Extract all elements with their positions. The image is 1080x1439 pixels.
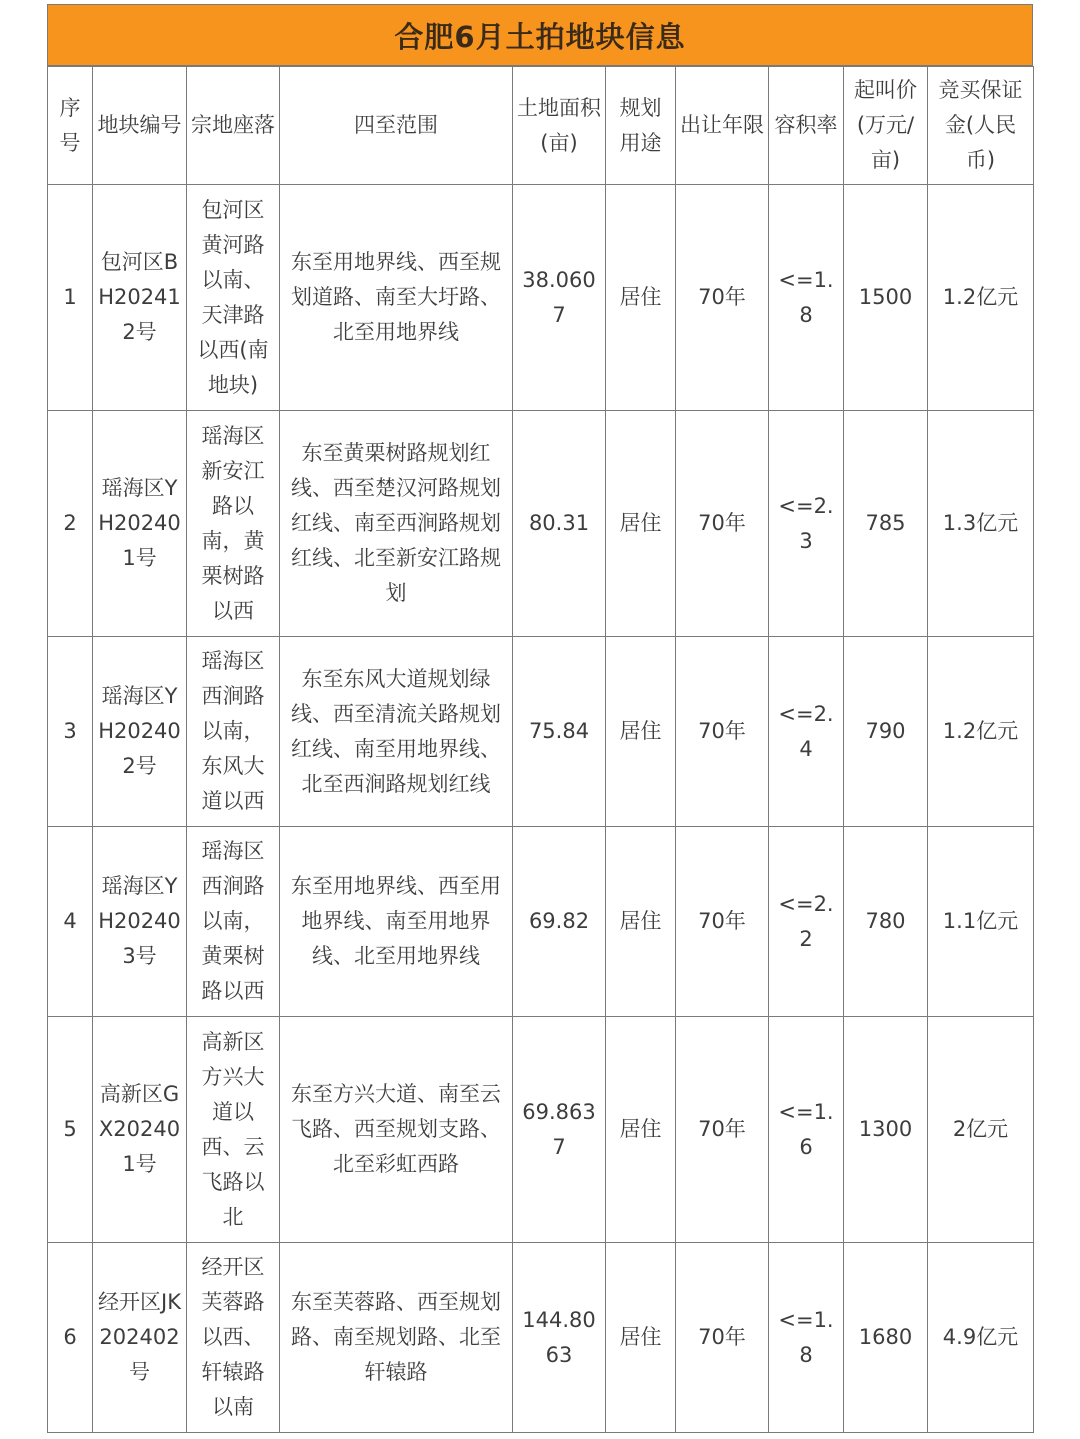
cell-price: 780: [844, 827, 928, 1017]
cell-use: 居住: [606, 637, 676, 827]
cell-location: 瑶海区新安江路以南，黄栗树路以西: [187, 411, 280, 637]
cell-area: 38.0607: [513, 185, 606, 411]
cell-term: 70年: [676, 411, 769, 637]
cell-code: 瑶海区YH202402号: [93, 637, 187, 827]
cell-range: 东至东风大道规划绿线、西至清流关路规划红线、南至用地界线、北至西涧路规划红线: [280, 637, 513, 827]
table-title: 合肥6月土拍地块信息: [47, 4, 1033, 66]
cell-range: 东至芙蓉路、西至规划路、南至规划路、北至轩辕路: [280, 1243, 513, 1433]
cell-use: 居住: [606, 1243, 676, 1433]
cell-location: 瑶海区西涧路以南，东风大道以西: [187, 637, 280, 827]
cell-far: <=2.2: [769, 827, 844, 1017]
cell-deposit: 1.1亿元: [928, 827, 1034, 1017]
header-price: 起叫价(万元/亩): [844, 67, 928, 185]
cell-code: 经开区JK202402号: [93, 1243, 187, 1433]
cell-price: 1300: [844, 1017, 928, 1243]
table-row: [48, 411, 1034, 637]
cell-location: 经开区芙蓉路以西、轩辕路以南: [187, 1243, 280, 1433]
cell-price: 790: [844, 637, 928, 827]
cell-range: 东至黄栗树路规划红线、西至楚汉河路规划红线、南至西涧路规划红线、北至新安江路规划: [280, 411, 513, 637]
cell-no: 1: [48, 185, 93, 411]
cell-no: 2: [48, 411, 93, 637]
cell-price: 1680: [844, 1243, 928, 1433]
cell-term: 70年: [676, 1243, 769, 1433]
table-row: [48, 1243, 1034, 1433]
cell-area: 75.84: [513, 637, 606, 827]
cell-code: 包河区BH202412号: [93, 185, 187, 411]
cell-far: <=1.6: [769, 1017, 844, 1243]
cell-far: <=1.8: [769, 1243, 844, 1433]
header-far: 容积率: [769, 67, 844, 185]
cell-far: <=1.8: [769, 185, 844, 411]
cell-range: 东至方兴大道、南至云飞路、西至规划支路、北至彩虹西路: [280, 1017, 513, 1243]
cell-no: 6: [48, 1243, 93, 1433]
table-row: [48, 1017, 1034, 1243]
cell-range: 东至用地界线、西至用地界线、南至用地界线、北至用地界线: [280, 827, 513, 1017]
cell-term: 70年: [676, 185, 769, 411]
table-row: [48, 185, 1034, 411]
cell-deposit: 2亿元: [928, 1017, 1034, 1243]
cell-deposit: 1.2亿元: [928, 637, 1034, 827]
header-use: 规划用途: [606, 67, 676, 185]
header-no: 序号: [48, 67, 93, 185]
cell-area: 69.82: [513, 827, 606, 1017]
cell-no: 4: [48, 827, 93, 1017]
cell-area: 144.8063: [513, 1243, 606, 1433]
cell-deposit: 4.9亿元: [928, 1243, 1034, 1433]
cell-use: 居住: [606, 185, 676, 411]
cell-no: 5: [48, 1017, 93, 1243]
cell-far: <=2.3: [769, 411, 844, 637]
cell-term: 70年: [676, 827, 769, 1017]
cell-price: 1500: [844, 185, 928, 411]
cell-location: 高新区方兴大道以西、云飞路以北: [187, 1017, 280, 1243]
cell-use: 居住: [606, 1017, 676, 1243]
cell-use: 居住: [606, 411, 676, 637]
cell-term: 70年: [676, 637, 769, 827]
cell-far: <=2.4: [769, 637, 844, 827]
cell-deposit: 1.3亿元: [928, 411, 1034, 637]
cell-location: 包河区黄河路以南、天津路以西(南地块): [187, 185, 280, 411]
cell-use: 居住: [606, 827, 676, 1017]
cell-price: 785: [844, 411, 928, 637]
land-table: [47, 66, 1034, 1433]
land-info-sheet: [47, 4, 1033, 1433]
header-row: [48, 67, 1034, 185]
table-row: [48, 827, 1034, 1017]
table-row: [48, 637, 1034, 827]
cell-area: 69.8637: [513, 1017, 606, 1243]
cell-term: 70年: [676, 1017, 769, 1243]
cell-no: 3: [48, 637, 93, 827]
header-term: 出让年限: [676, 67, 769, 185]
cell-code: 瑶海区YH202403号: [93, 827, 187, 1017]
header-location: 宗地座落: [187, 67, 280, 185]
cell-deposit: 1.2亿元: [928, 185, 1034, 411]
cell-code: 高新区GX202401号: [93, 1017, 187, 1243]
header-range: 四至范围: [280, 67, 513, 185]
header-deposit: 竞买保证金(人民币): [928, 67, 1034, 185]
cell-location: 瑶海区西涧路以南，黄栗树路以西: [187, 827, 280, 1017]
cell-code: 瑶海区YH202401号: [93, 411, 187, 637]
header-area: 土地面积(亩): [513, 67, 606, 185]
cell-area: 80.31: [513, 411, 606, 637]
cell-range: 东至用地界线、西至规划道路、南至大圩路、北至用地界线: [280, 185, 513, 411]
header-code: 地块编号: [93, 67, 187, 185]
